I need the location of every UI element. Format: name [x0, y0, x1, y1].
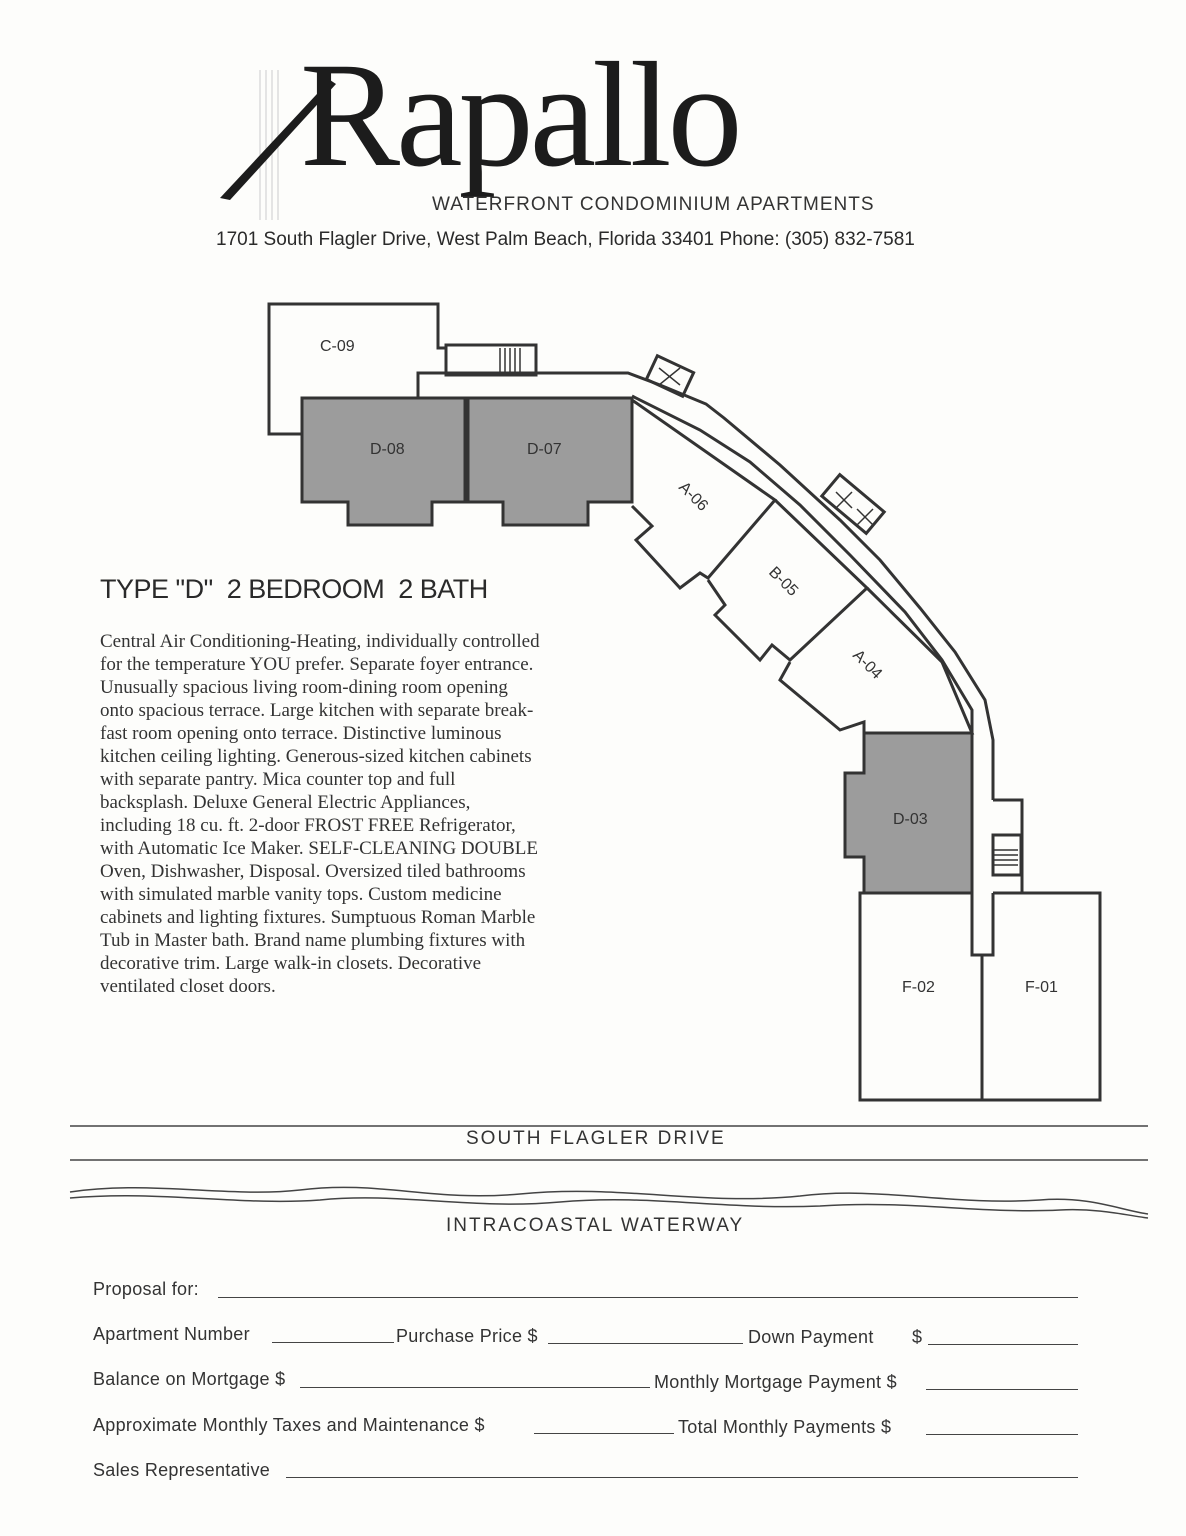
stair-top: [446, 345, 536, 375]
road-label: SOUTH FLAGLER DRIVE: [466, 1128, 726, 1149]
address-line: 1701 South Flagler Drive, West Palm Beach, Florida 33401 Phone: (305) 832-7581: [216, 229, 915, 250]
apartment-number-label: Apartment Number: [93, 1324, 250, 1344]
description-line: decorative trim. Large walk-in closets. Decorative: [100, 953, 482, 974]
unit-label-d08: D-08: [370, 441, 405, 458]
unit-label-a06: A-06: [675, 478, 712, 515]
description-line: Unusually spacious living room-dining room opening: [100, 677, 508, 698]
sales-representative-field[interactable]: [286, 1477, 1078, 1478]
description-line: with separate pantry. Mica counter top and full: [100, 769, 456, 790]
unit-d08-shape: [302, 398, 465, 525]
purchase-price-field[interactable]: [548, 1343, 743, 1344]
description-line: backsplash. Deluxe General Electric Appliances,: [100, 792, 471, 813]
description-line: with simulated marble vanity tops. Custom medicine: [100, 884, 502, 905]
balance-on-mortgage-field[interactable]: [300, 1387, 650, 1388]
monthly-mortgage-payment-label: Monthly Mortgage Payment $: [654, 1372, 897, 1392]
logo-wordmark: Rapallo: [300, 32, 739, 198]
description-line: with Automatic Ice Maker. SELF-CLEANING DOUBLE: [100, 838, 538, 859]
approx-taxes-label: Approximate Monthly Taxes and Maintenance $: [93, 1415, 485, 1435]
approx-taxes-field[interactable]: [534, 1433, 674, 1434]
elevator-2: [822, 475, 884, 534]
unit-label-a04: A-04: [849, 646, 886, 683]
sales-representative-label: Sales Representative: [93, 1460, 271, 1480]
down-payment-currency: $: [912, 1327, 923, 1347]
waterway-label: INTRACOASTAL WATERWAY: [446, 1215, 745, 1236]
unit-f02-shape: [860, 893, 982, 1100]
description-line: Tub in Master bath. Brand name plumbing fixtures with: [100, 930, 526, 951]
proposal-for-field[interactable]: [218, 1297, 1078, 1298]
logo-subtitle: WATERFRONT CONDOMINIUM APARTMENTS: [432, 194, 875, 215]
balance-on-mortgage-label: Balance on Mortgage $: [93, 1369, 286, 1389]
description-line: kitchen ceiling lighting. Generous-sized kitchen cabinets: [100, 746, 532, 767]
description-line: for the temperature YOU prefer. Separate foyer entrance.: [100, 654, 534, 675]
unit-label-b05: B-05: [765, 563, 802, 600]
description-line: ventilated closet doors.: [100, 976, 276, 997]
total-monthly-payments-field[interactable]: [926, 1434, 1078, 1435]
description-line: cabinets and lighting fixtures. Sumptuous Roman Marble: [100, 907, 536, 928]
unit-label-c09: C-09: [320, 338, 355, 355]
description-line: Central Air Conditioning-Heating, individually controlled: [100, 631, 540, 652]
unit-label-f01: F-01: [1025, 979, 1058, 996]
purchase-price-label: Purchase Price $: [396, 1326, 538, 1346]
down-payment-field[interactable]: [928, 1344, 1078, 1345]
down-payment-label: Down Payment: [748, 1327, 874, 1347]
unit-d07-shape: [468, 398, 632, 525]
description-line: onto spacious terrace. Large kitchen with separate break-: [100, 700, 534, 721]
total-monthly-payments-label: Total Monthly Payments $: [678, 1417, 892, 1437]
unit-label-f02: F-02: [902, 979, 935, 996]
proposal-for-label: Proposal for:: [93, 1279, 199, 1299]
unit-label-d03: D-03: [893, 811, 928, 828]
unit-label-d07: D-07: [527, 441, 562, 458]
unit-type-heading: TYPE "D" 2 BEDROOM 2 BATH: [100, 574, 488, 604]
unit-description: [100, 630, 640, 998]
unit-f01-shape: [982, 893, 1100, 1100]
description-line: Oven, Dishwasher, Disposal. Oversized tiled bathrooms: [100, 861, 526, 882]
monthly-mortgage-payment-field[interactable]: [926, 1389, 1078, 1390]
description-line: fast room opening onto terrace. Distinctive luminous: [100, 723, 502, 744]
apartment-number-field[interactable]: [272, 1342, 394, 1343]
description-line: including 18 cu. ft. 2-door FROST FREE Refrigerator,: [100, 815, 516, 836]
